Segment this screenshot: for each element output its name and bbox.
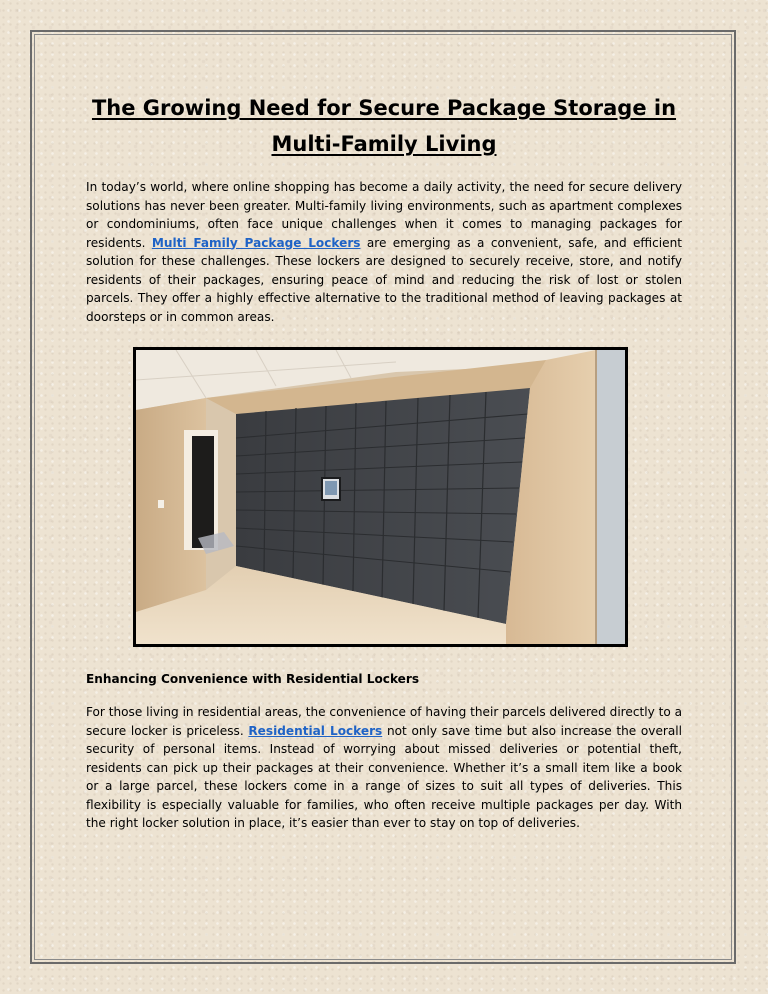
intro-text-start: In today’s world, where online shopping has become a daily activity, the need for secure delivery solutions has never been greater. Multi-family living environments, such as apartment complexes or condominiums, often face unique challenges when it comes to managing packages for residents. (86, 180, 682, 250)
intro-paragraph (86, 178, 682, 326)
document-title: The Growing Need for Secure Package Storage in Multi-Family Living (91, 96, 677, 156)
residential-lockers-link[interactable]: Residential Lockers (248, 723, 383, 738)
package-locker-photo (133, 347, 628, 647)
section-heading: Enhancing Convenience with Residential Lockers (86, 672, 420, 686)
section-text-end: not only save time but also increase the overall security of personal items. Instead of worrying about missed deliveries or potential theft, residents can pick up their packages at their convenience. Whether it’s a small item like a book or a large parcel, these lockers come in a range of sizes to suit all types of deliveries. This flexibility is especially valuable for families, who often receive multiple packages per day. With the right locker solution in place, it’s easier than ever to stay on top of deliveries. (86, 723, 682, 830)
section-text-start: For those living in residential areas, the convenience of having their parcels delivered directly to a secure locker is priceless. (86, 705, 682, 738)
section-paragraph (86, 703, 682, 833)
multi-family-package-lockers-link[interactable]: Multi Family Package Lockers (151, 235, 361, 250)
intro-text-end: are emerging as a convenient, safe, and efficient solution for these challenges. These lockers are designed to securely receive, store, and notify residents of their packages, ensuring peace of mind and reducing the risk of lost or stolen parcels. They offer a highly effective alternative to the traditional method of leaving packages at doorsteps or in common areas. (86, 235, 682, 324)
